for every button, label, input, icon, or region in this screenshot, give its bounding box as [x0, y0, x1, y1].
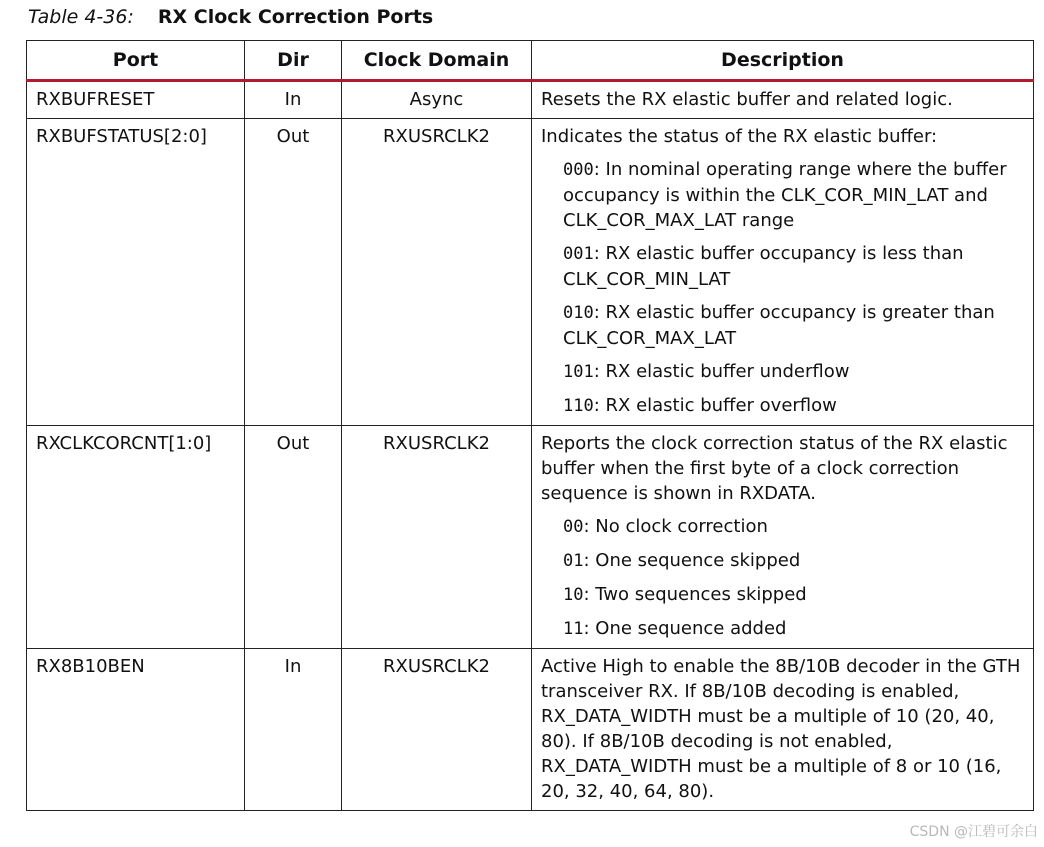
status-code: 10 [563, 585, 584, 605]
status-code: 010 [563, 303, 594, 323]
header-row [27, 41, 1034, 81]
description-text: Resets the RX elastic buffer and related logic. [541, 89, 953, 110]
port-cell: RXBUFSTATUS[2:0] [27, 119, 245, 426]
description-cell [532, 119, 1034, 426]
description-text: Reports the clock correction status of the RX elastic buffer when the first byte of a clock correction sequence is shown in RXDATA. [541, 433, 1008, 504]
description-cell [532, 649, 1034, 811]
table-row [27, 649, 1034, 811]
status-code-item [563, 157, 1024, 233]
clock-domain-cell: Async [342, 81, 532, 119]
port-cell: RXCLKCORCNT[1:0] [27, 426, 245, 649]
watermark: CSDN @江碧可余白 [909, 824, 1038, 840]
description-text: Indicates the status of the RX elastic buffer: [541, 126, 938, 147]
dir-cell: In [245, 649, 342, 811]
status-code: 110 [563, 396, 594, 416]
status-code-item [563, 582, 1024, 608]
status-code-text: : RX elastic buffer overflow [593, 395, 837, 416]
status-code-text: : One sequence added [583, 618, 787, 639]
status-code-text: : One sequence skipped [583, 550, 801, 571]
status-code-item [563, 300, 1024, 351]
status-code-text: : No clock correction [583, 516, 768, 537]
table-number: Table 4-36: [28, 6, 134, 28]
clock-domain-cell: RXUSRCLK2 [342, 119, 532, 426]
status-code-text: : In nominal operating range where the buffer occupancy is within the CLK_COR_MIN_LAT and CLK_COR_MAX_LAT range [563, 159, 1007, 231]
port-cell: RX8B10BEN [27, 649, 245, 811]
status-code-item [563, 616, 1024, 642]
status-code-item [563, 393, 1024, 419]
status-code-item [563, 359, 1024, 385]
status-code-item [563, 514, 1024, 540]
status-code-item [563, 548, 1024, 574]
status-code-text: : RX elastic buffer underflow [593, 361, 850, 382]
dir-cell: In [245, 81, 342, 119]
status-code: 00 [563, 517, 584, 537]
status-code-text: : RX elastic buffer occupancy is less than CLK_COR_MIN_LAT [563, 243, 964, 290]
dir-cell: Out [245, 119, 342, 426]
header-clock-domain: Clock Domain [342, 41, 532, 81]
description-cell [532, 81, 1034, 119]
header-port: Port [27, 41, 245, 81]
status-code-text: : RX elastic buffer occupancy is greater than CLK_COR_MAX_LAT [563, 302, 995, 349]
dir-cell: Out [245, 426, 342, 649]
clock-domain-cell: RXUSRCLK2 [342, 649, 532, 811]
description-text: Active High to enable the 8B/10B decoder in the GTH transceiver RX. If 8B/10B decoding is enabled, RX_DATA_WIDTH must be a multiple of 10 (20, 40, 80). If 8B/10B decoding is not enabled, RX_DATA_WIDTH must be a multiple of 8 or 10 (16, 20, 32, 40, 64, 80). [541, 656, 1021, 802]
table-row [27, 426, 1034, 649]
table-caption [28, 6, 433, 28]
description-cell [532, 426, 1034, 649]
header-description: Description [532, 41, 1034, 81]
clock-domain-cell: RXUSRCLK2 [342, 426, 532, 649]
status-code: 000 [563, 160, 594, 180]
status-code: 01 [563, 551, 584, 571]
table-row [27, 81, 1034, 119]
status-code: 001 [563, 244, 594, 264]
clock-correction-ports-table [26, 40, 1034, 811]
status-code: 11 [563, 619, 584, 639]
status-code-text: : Two sequences skipped [583, 584, 807, 605]
port-cell: RXBUFRESET [27, 81, 245, 119]
status-code: 101 [563, 362, 594, 382]
header-dir: Dir [245, 41, 342, 81]
table-row [27, 119, 1034, 426]
status-code-item [563, 241, 1024, 292]
table-title: RX Clock Correction Ports [157, 6, 434, 28]
